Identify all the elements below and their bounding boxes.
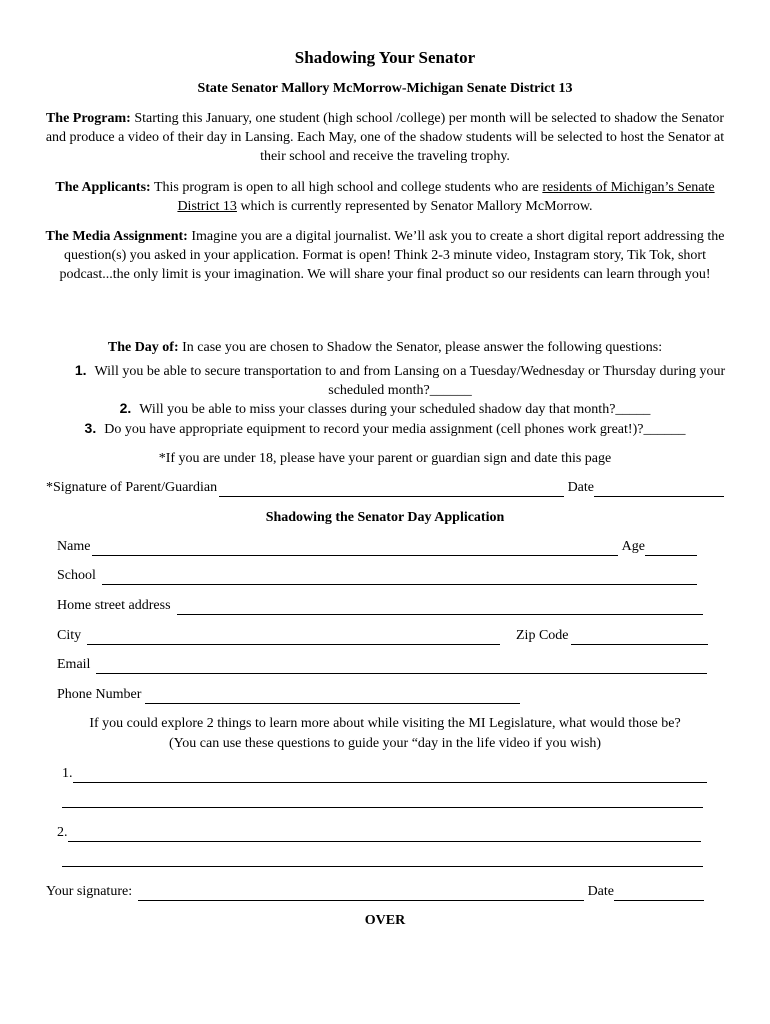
name-row: [57, 537, 697, 556]
your-date-field[interactable]: [614, 886, 704, 901]
city-field[interactable]: [87, 630, 500, 645]
age-label: Age: [621, 539, 645, 554]
your-signature-label: Your signature:: [46, 884, 133, 899]
applicants-paragraph: [40, 178, 730, 216]
parent-signature-label: *Signature of Parent/Guardian: [46, 480, 218, 495]
school-label: School: [57, 568, 96, 583]
email-label: Email: [57, 657, 91, 672]
your-signature-row: [46, 882, 704, 901]
page-title: Shadowing Your Senator: [294, 48, 476, 67]
applicants-label: The Applicants:: [55, 180, 151, 195]
zip-row: [516, 626, 710, 645]
phone-field[interactable]: [145, 689, 520, 704]
answer-2-field[interactable]: [68, 827, 702, 842]
media-label: The Media Assignment:: [45, 229, 188, 244]
answer-1-field[interactable]: [73, 768, 708, 783]
phone-row: [57, 685, 522, 704]
city-label: City: [57, 628, 82, 643]
question-3-text: Do you have appropriate equipment to record your media assignment (cell phones work great!)?______: [104, 422, 686, 437]
name-label: Name: [57, 539, 91, 554]
phone-label: Phone Number: [57, 687, 142, 702]
parent-signature-row: [46, 478, 724, 497]
answer-1-label: 1.: [62, 766, 73, 781]
address-field[interactable]: [177, 600, 703, 615]
your-date-label: Date: [587, 884, 614, 899]
school-field[interactable]: [102, 570, 697, 585]
day-of-paragraph: [40, 338, 730, 357]
explore-hint: (You can use these questions to guide your “day in the life video if you wish): [168, 736, 602, 751]
parent-date-label: Date: [567, 480, 594, 495]
question-1-text: Will you be able to secure transportation to and from Lansing on a Tuesday/Wednesday or Thursday during your scheduled month?______: [94, 364, 726, 398]
program-label: The Program:: [45, 111, 131, 126]
explore-question: If you could explore 2 things to learn more about while visiting the MI Legislature, what would those be?: [89, 716, 681, 731]
answer-2-row: [57, 823, 703, 842]
media-paragraph: [40, 227, 730, 284]
question-2-text: Will you be able to miss your classes during your scheduled shadow day that month?_____: [139, 402, 651, 417]
question-3-number: 3.: [84, 420, 97, 436]
zip-label: Zip Code: [516, 628, 569, 643]
question-2-number: 2.: [119, 400, 132, 416]
day-of-text: In case you are chosen to Shadow the Senator, please answer the following questions:: [182, 340, 663, 355]
address-label: Home street address: [57, 598, 171, 613]
over-label: OVER: [364, 913, 406, 928]
address-row: [57, 596, 705, 615]
question-1: [70, 361, 730, 400]
answer-2-continuation-line[interactable]: [62, 866, 703, 867]
school-row: [57, 566, 699, 585]
parent-signature-field[interactable]: [219, 482, 564, 497]
application-title: Shadowing the Senator Day Application: [265, 510, 505, 525]
program-paragraph: [40, 109, 730, 166]
applicants-text-before: This program is open to all high school and college students who are: [153, 180, 539, 195]
age-field[interactable]: [645, 541, 697, 556]
email-field[interactable]: [96, 659, 707, 674]
question-1-number: 1.: [74, 362, 87, 378]
parent-date-field[interactable]: [594, 482, 724, 497]
answer-1-row: [62, 764, 709, 783]
name-field[interactable]: [92, 541, 617, 556]
zip-field[interactable]: [571, 630, 709, 645]
your-signature-field[interactable]: [138, 886, 583, 901]
answer-2-label: 2.: [57, 825, 68, 840]
under-18-note: *If you are under 18, please have your parent or guardian sign and date this page: [158, 451, 612, 466]
district-link[interactable]: residents of Michigan’s Senate District 13: [177, 180, 715, 214]
answer-1-continuation-line[interactable]: [62, 807, 703, 808]
city-row: [57, 626, 502, 645]
day-of-label: The Day of:: [107, 340, 179, 355]
question-3: [40, 419, 730, 439]
question-2: [40, 399, 730, 419]
media-text: Imagine you are a digital journalist. We’ll ask you to create a short digital report addressing the question(s) you asked in your application. Format is open! Think 2-3 minute video, Instagram story, Tik Tok, short podcast...the only limit is your imagination. We will share your final product so our residents can learn through you!: [59, 229, 725, 282]
page-subtitle: State Senator Mallory McMorrow-Michigan Senate District 13: [197, 81, 573, 96]
applicants-text-after: which is currently represented by Senator Mallory McMorrow.: [240, 199, 593, 214]
program-text: Starting this January, one student (high school /college) per month will be selected to shadow the Senator and produce a video of their day in Lansing. Each May, one of the shadow students will be selected to host the Senator at their school and receive the traveling trophy.: [45, 111, 725, 164]
email-row: [57, 655, 709, 674]
